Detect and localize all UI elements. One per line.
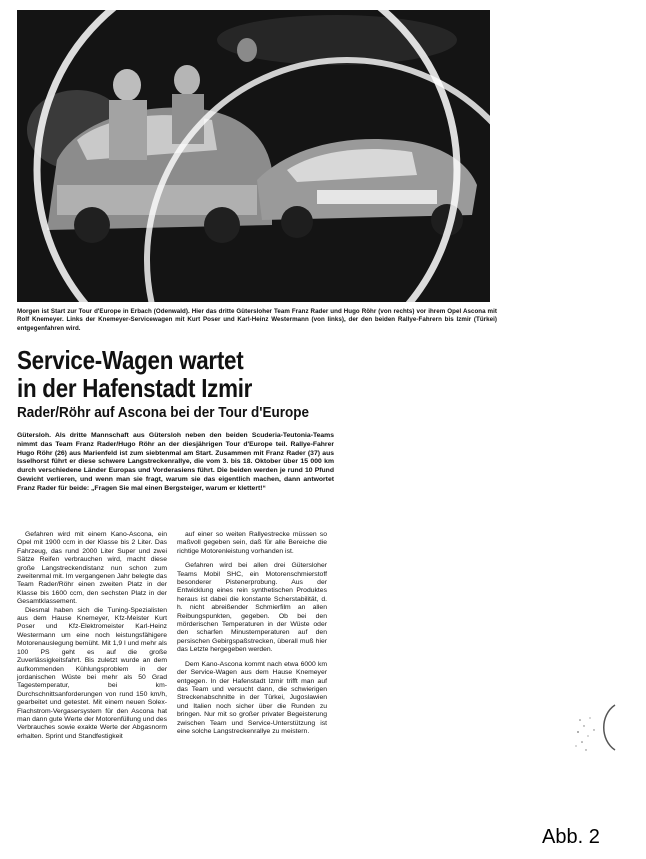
column-2-paragraph-2: Gefahren wird bei allen drei Gütersloher Teams Mobil SHC, ein Motorenschmierstoff besonderer Pistenerprobung. Aus der Entwicklung eines rein synthetischen Produktes heraus ist dabei die konstante Scherstabilität, d. h. nicht abreißender Schmierfilm an allen Reibungspunkten, gegeben. Ob bei den mörderischen Temperaturen in der Wüste oder den scharfen Minustemperaturen auf den persischen Gebirgspaßstrecken, überall muß hier das Letzte hergegeben werden. bbox=[177, 562, 327, 654]
column-1-paragraph-1: Gefahren wird mit einem Kano-Ascona, ein Opel mit 1900 ccm in der Klasse bis 2 Liter. Das Fahrzeug, das rund 2000 Liter Super und zwei Sätze Reifen verbrauchen wird, macht diese große Langstreckendistanz nun schon zum zweitenmal mit. Im vergangenen Jahr belegte das Team Rader/Röhr einen zweiten Platz in der Klasse bis 1600 ccm, den sechsten Platz in der Gesamtklassement. bbox=[17, 531, 167, 606]
scan-artifact bbox=[570, 690, 630, 770]
column-2-paragraph-3: Dem Kano-Ascona kommt nach etwa 6000 km der Service-Wagen aus dem Hause Knemeyer entgegen. In der Hafenstadt Izmir trifft man auf das Team und versucht dann, die schwierigen Streckenabschnitte in der Türkei, Jugoslawien und Italien noch sicher über die Runden zu bringen. Nur mit so großer privater Begeisterung zwischen Team und Service-Unterstützung ist eine solche Langstreckenrallye zu meistern. bbox=[177, 660, 327, 735]
headline-line-2: in der Hafenstadt Izmir bbox=[17, 373, 253, 403]
article-column-2 bbox=[177, 531, 327, 736]
article-photo bbox=[17, 10, 490, 302]
rally-cars-photo bbox=[17, 10, 490, 302]
column-2-paragraph-1: auf einer so weiten Rallyestrecke müssen so maßvoll gegeben sein, daß für alle Bereiche die richtige Motorenleistung vorhanden ist. bbox=[177, 531, 327, 555]
photo-caption: Morgen ist Start zur Tour d'Europe in Erbach (Odenwald). Hier das dritte Gütersloher Team Franz Rader und Hugo Röhr (von rechts) vor ihrem Opel Ascona mit Rolf Knemeyer. Links der Knemeyer-Servicewagen mit Kurt Poser und Karl-Heinz Westermann (von links), der den beiden Rallye-Fahrern bis Izmir (Türkei) entgegenfahren wird. bbox=[17, 308, 497, 332]
headline-line-1: Service-Wagen wartet bbox=[17, 345, 244, 375]
figure-label: Abb. 2 bbox=[542, 826, 600, 848]
column-1-paragraph-2: Diesmal haben sich die Tuning-Spezialisten aus dem Hause Knemeyer, Kfz-Meister Kurt Poser und Kfz-Elektromeister Karl-Heinz Westermann um eine noch leistungsfähigere Motorenauslegung bemüht. Mit 1,9 l und mehr als 100 PS geht es auf die große Zuverlässigkeitsfahrt. Bis zuletzt wurde an dem aufkommenden Kühlungsproblem in der jordanischen Wüste bei mehr als 50 Grad Tagestemperatur, bei km-Durchschnittsanforderungen von rund 150 km/h, gearbeitet und getestet. Mit einem neuen Solex-Flachstrom-Vergasersystem für den Ascona hat man dann gute Werte der Motorenfüllung und des Verbrauches sowie exakte Werte der Abgasnorm erhalten. Sprint und Standfestigkeit bbox=[17, 606, 167, 740]
article-lead: Gütersloh. Als dritte Mannschaft aus Gütersloh neben den beiden Scuderia-Teutonia-Teams nimmt das Team Franz Rader/Hugo Röhr an der diesjährigen Tour d'Europe teil. Rallye-Fahrer Hugo Röhr (26) aus Marienfeld ist zum siebtenmal am Start. Zusammen mit Franz Rader (37) aus Isselhorst führt er diese schwere Langstreckenrallye, die vom 3. bis 18. Oktober über 15 000 km durch verschiedene Länder Europas und Vorderasiens führt. Die beiden werden je rund 10 Pfund Gewicht verlieren, und wenn man sie fragt, warum sie das eigentlich machen, dann antwortet Franz Rader für beide: „Fragen Sie mal einen Bergsteiger, warum er klettert!“ bbox=[17, 432, 334, 492]
article-headline bbox=[17, 346, 430, 402]
article-column-1 bbox=[17, 531, 167, 741]
article-subheadline: Rader/Röhr auf Ascona bei der Tour d'Europe bbox=[17, 404, 310, 421]
